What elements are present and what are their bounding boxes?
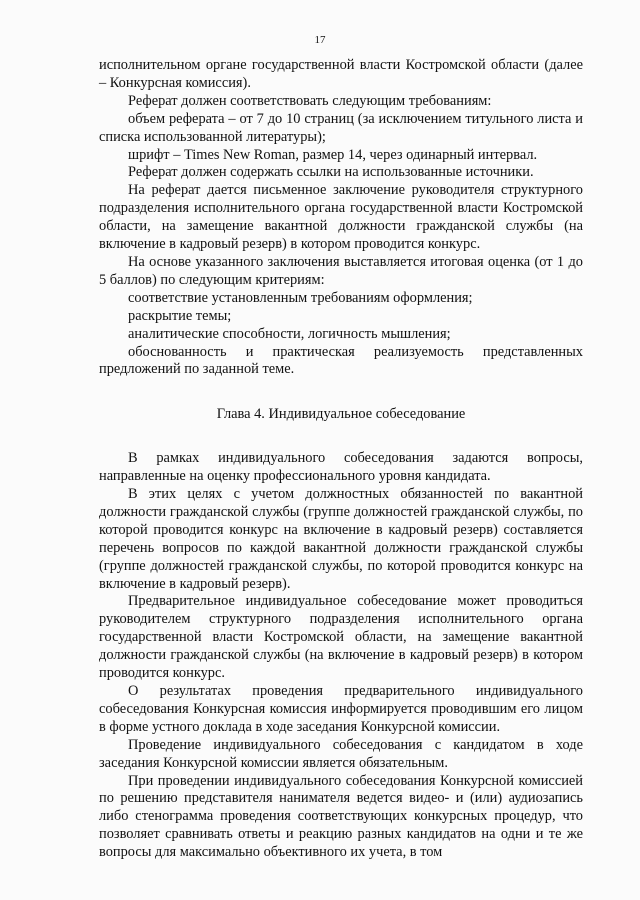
paragraph: исполнительном органе государственной власти Костромской области (далее – Конкурсная комиссия).	[99, 57, 583, 91]
list-item: обоснованность и практическая реализуемость представленных предложений по заданной теме.	[99, 343, 583, 378]
section-bottom	[99, 450, 583, 862]
list-item: соответствие установленным требованиям оформления;	[128, 289, 473, 306]
list-item: раскрытие темы;	[128, 307, 232, 324]
paragraph: Реферат должен содержать ссылки на использованные источники.	[128, 164, 534, 181]
paragraph: Проведение индивидуального собеседования с кандидатом в ходе заседания Конкурсной комиссии является обязательным.	[99, 736, 583, 771]
paragraph: В рамках индивидуального собеседования задаются вопросы, направленные на оценку профессионального уровня кандидата.	[99, 450, 583, 485]
paragraph: На реферат дается письменное заключение руководителя структурного подразделения исполнительного органа государственной власти Костромской области, на замещение вакантной должности гражданской службы (на включение в кадровый резерв) в котором проводится конкурс.	[99, 182, 583, 253]
document-body	[99, 57, 583, 862]
section-top	[99, 57, 583, 379]
paragraph: В этих целях с учетом должностных обязанностей по вакантной должности гражданской службы (группе должностей гражданской службы, по которой проводится конкурс на включение в кадровый резерв) составляется перечень вопросов по каждой вакантной должности гражданской службы (группе должностей гражданской службы, по которой проводится конкурс на включение в кадровый резерв).	[99, 486, 583, 592]
paragraph: При проведении индивидуального собеседования Конкурсной комиссией по решению представителя нанимателя ведется видео- и (или) аудиозапись либо стенограмма проведения соответствующих конкурсных процедур, что позволяет сравнивать ответы и реакцию разных кандидатов на одни и те же вопросы для максимально объективного их учета, в том	[99, 772, 583, 861]
list-item: объем реферата – от 7 до 10 страниц (за исключением титульного листа и списка использованной литературы);	[99, 110, 583, 145]
list-item: аналитические способности, логичность мышления;	[128, 325, 451, 342]
paragraph: Реферат должен соответствовать следующим требованиям:	[128, 92, 492, 109]
paragraph: Предварительное индивидуальное собеседование может проводиться руководителем структурного подразделения исполнительного органа государственной власти Костромской области, на замещение вакантной должности гражданской службы (на включение в кадровый резерв) в котором проводится конкурс.	[99, 593, 583, 682]
list-item: шрифт – Times New Roman, размер 14, через одинарный интервал.	[128, 146, 538, 163]
paragraph: На основе указанного заключения выставляется итоговая оценка (от 1 до 5 баллов) по следующим критериям:	[99, 253, 583, 288]
chapter-heading: Глава 4. Индивидуальное собеседование	[216, 406, 466, 423]
paragraph: О результатах проведения предварительного индивидуального собеседования Конкурсная комиссия информируется проводившим его лицом в форме устного доклада в ходе заседания Конкурсной комиссии.	[99, 683, 583, 735]
page-number: 17	[314, 34, 326, 46]
